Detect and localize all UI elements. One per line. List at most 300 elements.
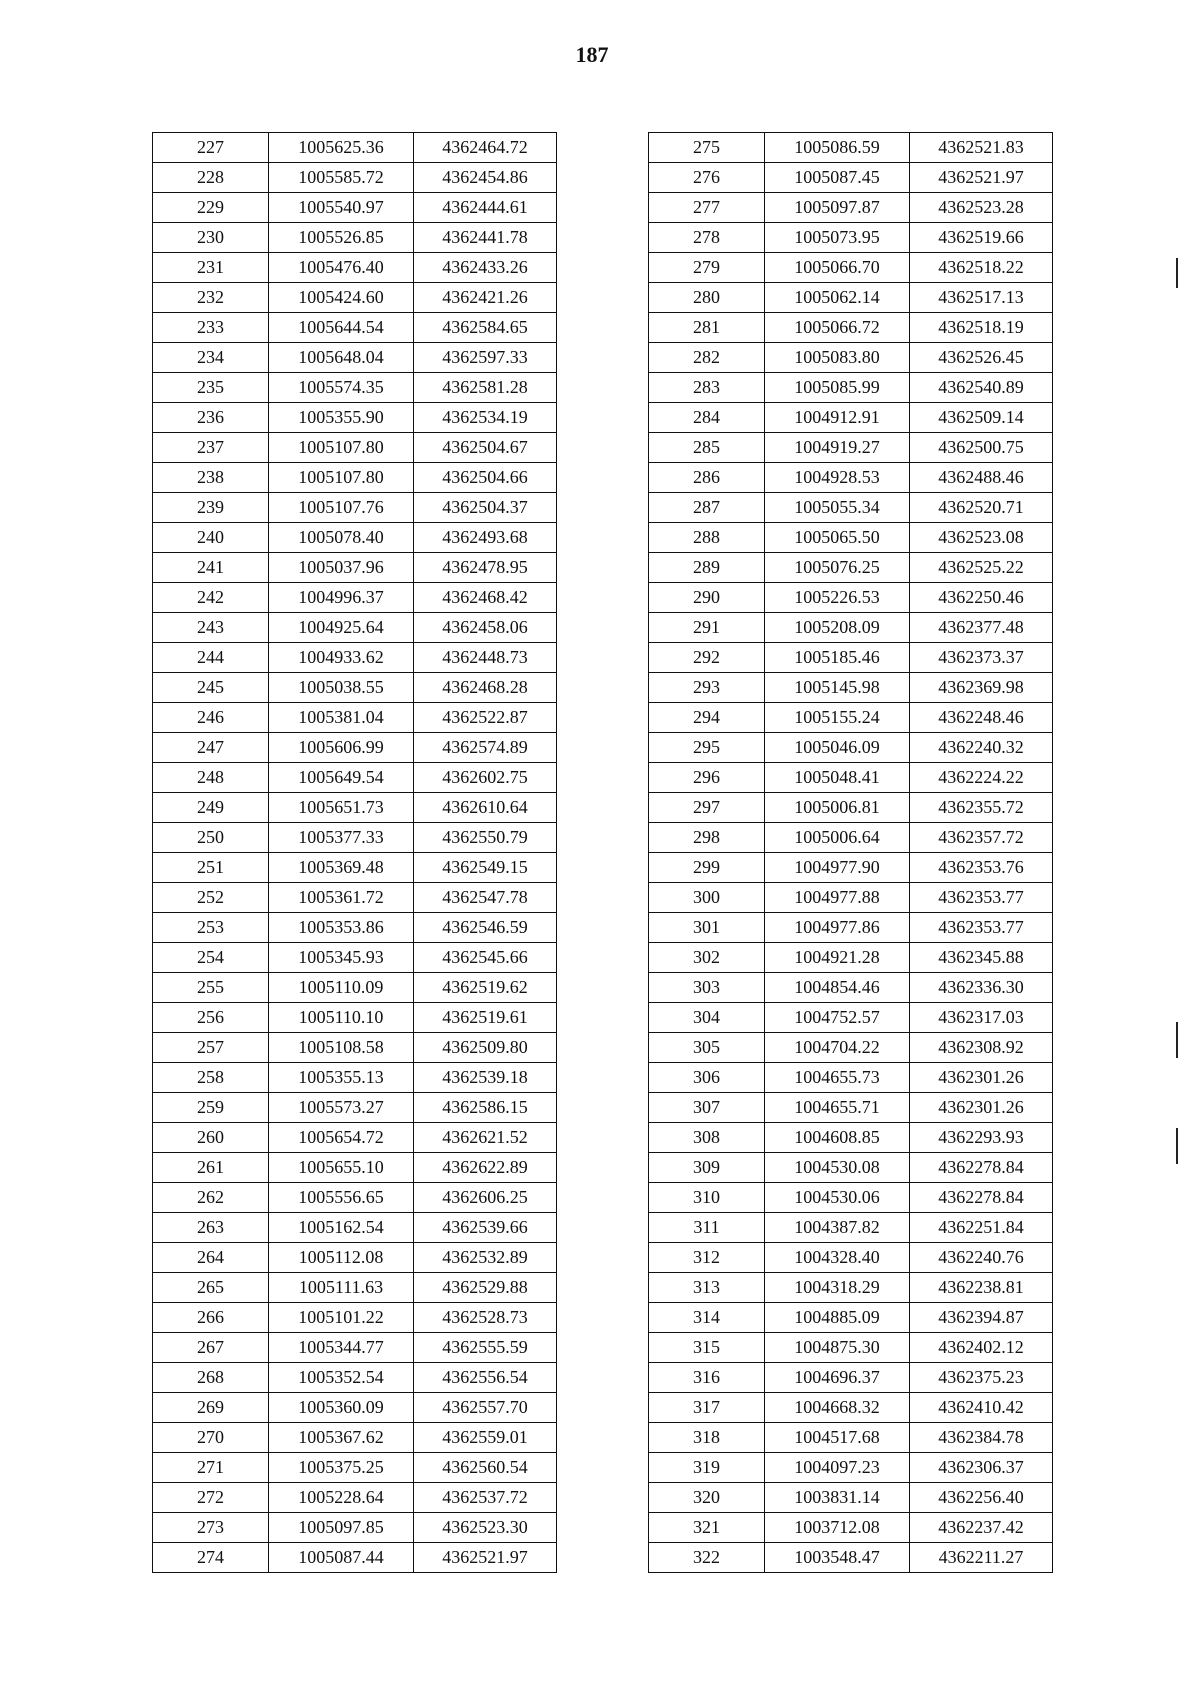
x-coordinate-cell: 1005066.72 xyxy=(765,313,910,343)
x-coordinate-cell: 1005540.97 xyxy=(269,193,414,223)
point-number-cell: 312 xyxy=(649,1243,765,1273)
y-coordinate-cell: 4362256.40 xyxy=(910,1483,1053,1513)
x-coordinate-cell: 1005085.99 xyxy=(765,373,910,403)
x-coordinate-cell: 1005352.54 xyxy=(269,1363,414,1393)
y-coordinate-cell: 4362523.28 xyxy=(910,193,1053,223)
y-coordinate-cell: 4362448.73 xyxy=(414,643,557,673)
point-number-cell: 249 xyxy=(153,793,269,823)
y-coordinate-cell: 4362478.95 xyxy=(414,553,557,583)
point-number-cell: 291 xyxy=(649,613,765,643)
x-coordinate-cell: 1005083.80 xyxy=(765,343,910,373)
point-number-cell: 288 xyxy=(649,523,765,553)
point-number-cell: 270 xyxy=(153,1423,269,1453)
x-coordinate-cell: 1004919.27 xyxy=(765,433,910,463)
y-coordinate-cell: 4362240.32 xyxy=(910,733,1053,763)
point-number-cell: 240 xyxy=(153,523,269,553)
table-row xyxy=(649,1183,1053,1213)
x-coordinate-cell: 1005108.58 xyxy=(269,1033,414,1063)
y-coordinate-cell: 4362557.70 xyxy=(414,1393,557,1423)
table-row xyxy=(153,1243,557,1273)
y-coordinate-cell: 4362441.78 xyxy=(414,223,557,253)
x-coordinate-cell: 1004977.86 xyxy=(765,913,910,943)
y-coordinate-cell: 4362488.46 xyxy=(910,463,1053,493)
table-row xyxy=(153,343,557,373)
x-coordinate-cell: 1005344.77 xyxy=(269,1333,414,1363)
margin-mark xyxy=(1176,1128,1178,1164)
table-row xyxy=(649,313,1053,343)
table-row xyxy=(153,463,557,493)
x-coordinate-cell: 1005107.80 xyxy=(269,463,414,493)
x-coordinate-cell: 1004097.23 xyxy=(765,1453,910,1483)
y-coordinate-cell: 4362345.88 xyxy=(910,943,1053,973)
y-coordinate-cell: 4362584.65 xyxy=(414,313,557,343)
point-number-cell: 321 xyxy=(649,1513,765,1543)
table-row xyxy=(153,613,557,643)
table-row xyxy=(649,613,1053,643)
point-number-cell: 300 xyxy=(649,883,765,913)
x-coordinate-cell: 1004530.06 xyxy=(765,1183,910,1213)
y-coordinate-cell: 4362555.59 xyxy=(414,1333,557,1363)
point-number-cell: 304 xyxy=(649,1003,765,1033)
table-row xyxy=(649,823,1053,853)
y-coordinate-cell: 4362526.45 xyxy=(910,343,1053,373)
point-number-cell: 259 xyxy=(153,1093,269,1123)
table-row xyxy=(153,1003,557,1033)
y-coordinate-cell: 4362504.66 xyxy=(414,463,557,493)
point-number-cell: 308 xyxy=(649,1123,765,1153)
x-coordinate-cell: 1004854.46 xyxy=(765,973,910,1003)
y-coordinate-cell: 4362468.28 xyxy=(414,673,557,703)
x-coordinate-cell: 1004696.37 xyxy=(765,1363,910,1393)
table-row xyxy=(153,1363,557,1393)
y-coordinate-cell: 4362537.72 xyxy=(414,1483,557,1513)
y-coordinate-cell: 4362394.87 xyxy=(910,1303,1053,1333)
table-row xyxy=(153,1303,557,1333)
x-coordinate-cell: 1005574.35 xyxy=(269,373,414,403)
x-coordinate-cell: 1004933.62 xyxy=(269,643,414,673)
point-number-cell: 294 xyxy=(649,703,765,733)
point-number-cell: 310 xyxy=(649,1183,765,1213)
table-row xyxy=(153,523,557,553)
table-row xyxy=(153,313,557,343)
margin-mark xyxy=(1176,1022,1178,1058)
x-coordinate-cell: 1004387.82 xyxy=(765,1213,910,1243)
y-coordinate-cell: 4362517.13 xyxy=(910,283,1053,313)
y-coordinate-cell: 4362520.71 xyxy=(910,493,1053,523)
y-coordinate-cell: 4362421.26 xyxy=(414,283,557,313)
table-row xyxy=(153,1513,557,1543)
table-row xyxy=(153,433,557,463)
table-row xyxy=(649,913,1053,943)
table-row xyxy=(649,1213,1053,1243)
table-row xyxy=(153,1453,557,1483)
y-coordinate-cell: 4362519.66 xyxy=(910,223,1053,253)
x-coordinate-cell: 1004996.37 xyxy=(269,583,414,613)
y-coordinate-cell: 4362454.86 xyxy=(414,163,557,193)
table-row xyxy=(649,643,1053,673)
y-coordinate-cell: 4362534.19 xyxy=(414,403,557,433)
y-coordinate-cell: 4362597.33 xyxy=(414,343,557,373)
point-number-cell: 266 xyxy=(153,1303,269,1333)
table-row xyxy=(153,913,557,943)
table-row xyxy=(649,403,1053,433)
x-coordinate-cell: 1003548.47 xyxy=(765,1543,910,1573)
table-row xyxy=(153,493,557,523)
table-row xyxy=(649,163,1053,193)
y-coordinate-cell: 4362500.75 xyxy=(910,433,1053,463)
x-coordinate-cell: 1005062.14 xyxy=(765,283,910,313)
point-number-cell: 289 xyxy=(649,553,765,583)
y-coordinate-cell: 4362224.22 xyxy=(910,763,1053,793)
y-coordinate-cell: 4362317.03 xyxy=(910,1003,1053,1033)
x-coordinate-cell: 1005526.85 xyxy=(269,223,414,253)
point-number-cell: 236 xyxy=(153,403,269,433)
y-coordinate-cell: 4362547.78 xyxy=(414,883,557,913)
point-number-cell: 268 xyxy=(153,1363,269,1393)
table-row xyxy=(153,853,557,883)
point-number-cell: 276 xyxy=(649,163,765,193)
y-coordinate-cell: 4362353.77 xyxy=(910,883,1053,913)
y-coordinate-cell: 4362523.30 xyxy=(414,1513,557,1543)
x-coordinate-cell: 1005476.40 xyxy=(269,253,414,283)
x-coordinate-cell: 1005107.80 xyxy=(269,433,414,463)
y-coordinate-cell: 4362549.15 xyxy=(414,853,557,883)
x-coordinate-cell: 1004885.09 xyxy=(765,1303,910,1333)
x-coordinate-cell: 1004921.28 xyxy=(765,943,910,973)
point-number-cell: 261 xyxy=(153,1153,269,1183)
x-coordinate-cell: 1005078.40 xyxy=(269,523,414,553)
table-row xyxy=(649,343,1053,373)
x-coordinate-cell: 1005648.04 xyxy=(269,343,414,373)
y-coordinate-cell: 4362248.46 xyxy=(910,703,1053,733)
y-coordinate-cell: 4362384.78 xyxy=(910,1423,1053,1453)
table-row xyxy=(153,193,557,223)
point-number-cell: 277 xyxy=(649,193,765,223)
x-coordinate-cell: 1005625.36 xyxy=(269,133,414,163)
table-row xyxy=(153,1423,557,1453)
table-row xyxy=(153,643,557,673)
table-row xyxy=(153,373,557,403)
y-coordinate-cell: 4362586.15 xyxy=(414,1093,557,1123)
point-number-cell: 279 xyxy=(649,253,765,283)
point-number-cell: 287 xyxy=(649,493,765,523)
point-number-cell: 260 xyxy=(153,1123,269,1153)
table-row xyxy=(649,733,1053,763)
x-coordinate-cell: 1004517.68 xyxy=(765,1423,910,1453)
x-coordinate-cell: 1005377.33 xyxy=(269,823,414,853)
x-coordinate-cell: 1005381.04 xyxy=(269,703,414,733)
x-coordinate-cell: 1005424.60 xyxy=(269,283,414,313)
x-coordinate-cell: 1004655.73 xyxy=(765,1063,910,1093)
x-coordinate-cell: 1005556.65 xyxy=(269,1183,414,1213)
x-coordinate-cell: 1005145.98 xyxy=(765,673,910,703)
x-coordinate-cell: 1005046.09 xyxy=(765,733,910,763)
x-coordinate-cell: 1005651.73 xyxy=(269,793,414,823)
table-row xyxy=(649,1063,1053,1093)
x-coordinate-cell: 1005367.62 xyxy=(269,1423,414,1453)
y-coordinate-cell: 4362375.23 xyxy=(910,1363,1053,1393)
x-coordinate-cell: 1005655.10 xyxy=(269,1153,414,1183)
point-number-cell: 301 xyxy=(649,913,765,943)
point-number-cell: 267 xyxy=(153,1333,269,1363)
y-coordinate-cell: 4362278.84 xyxy=(910,1183,1053,1213)
x-coordinate-cell: 1005097.87 xyxy=(765,193,910,223)
y-coordinate-cell: 4362237.42 xyxy=(910,1513,1053,1543)
point-number-cell: 273 xyxy=(153,1513,269,1543)
x-coordinate-cell: 1005155.24 xyxy=(765,703,910,733)
table-row xyxy=(649,223,1053,253)
x-coordinate-cell: 1004875.30 xyxy=(765,1333,910,1363)
point-number-cell: 245 xyxy=(153,673,269,703)
point-number-cell: 307 xyxy=(649,1093,765,1123)
point-number-cell: 280 xyxy=(649,283,765,313)
table-row xyxy=(649,1303,1053,1333)
y-coordinate-cell: 4362518.19 xyxy=(910,313,1053,343)
y-coordinate-cell: 4362301.26 xyxy=(910,1063,1053,1093)
coordinates-table-right xyxy=(648,132,1053,1573)
y-coordinate-cell: 4362402.12 xyxy=(910,1333,1053,1363)
x-coordinate-cell: 1005065.50 xyxy=(765,523,910,553)
table-row xyxy=(649,1453,1053,1483)
y-coordinate-cell: 4362540.89 xyxy=(910,373,1053,403)
table-row xyxy=(153,1093,557,1123)
table-row xyxy=(153,553,557,583)
y-coordinate-cell: 4362240.76 xyxy=(910,1243,1053,1273)
x-coordinate-cell: 1005110.09 xyxy=(269,973,414,1003)
y-coordinate-cell: 4362518.22 xyxy=(910,253,1053,283)
point-number-cell: 262 xyxy=(153,1183,269,1213)
point-number-cell: 313 xyxy=(649,1273,765,1303)
x-coordinate-cell: 1005038.55 xyxy=(269,673,414,703)
table-row xyxy=(649,463,1053,493)
y-coordinate-cell: 4362468.42 xyxy=(414,583,557,613)
table-row xyxy=(649,1003,1053,1033)
point-number-cell: 235 xyxy=(153,373,269,403)
point-number-cell: 243 xyxy=(153,613,269,643)
point-number-cell: 247 xyxy=(153,733,269,763)
table-row xyxy=(649,1513,1053,1543)
y-coordinate-cell: 4362464.72 xyxy=(414,133,557,163)
x-coordinate-cell: 1005228.64 xyxy=(269,1483,414,1513)
point-number-cell: 263 xyxy=(153,1213,269,1243)
y-coordinate-cell: 4362278.84 xyxy=(910,1153,1053,1183)
y-coordinate-cell: 4362610.64 xyxy=(414,793,557,823)
x-coordinate-cell: 1005573.27 xyxy=(269,1093,414,1123)
y-coordinate-cell: 4362357.72 xyxy=(910,823,1053,853)
table-row xyxy=(649,493,1053,523)
x-coordinate-cell: 1005355.13 xyxy=(269,1063,414,1093)
point-number-cell: 286 xyxy=(649,463,765,493)
y-coordinate-cell: 4362504.37 xyxy=(414,493,557,523)
y-coordinate-cell: 4362525.22 xyxy=(910,553,1053,583)
x-coordinate-cell: 1004530.08 xyxy=(765,1153,910,1183)
x-coordinate-cell: 1005006.64 xyxy=(765,823,910,853)
x-coordinate-cell: 1005585.72 xyxy=(269,163,414,193)
table-row xyxy=(649,943,1053,973)
y-coordinate-cell: 4362532.89 xyxy=(414,1243,557,1273)
point-number-cell: 244 xyxy=(153,643,269,673)
point-number-cell: 315 xyxy=(649,1333,765,1363)
y-coordinate-cell: 4362621.52 xyxy=(414,1123,557,1153)
table-row xyxy=(649,793,1053,823)
point-number-cell: 319 xyxy=(649,1453,765,1483)
x-coordinate-cell: 1005355.90 xyxy=(269,403,414,433)
x-coordinate-cell: 1005226.53 xyxy=(765,583,910,613)
table-row xyxy=(153,1153,557,1183)
point-number-cell: 290 xyxy=(649,583,765,613)
y-coordinate-cell: 4362308.92 xyxy=(910,1033,1053,1063)
margin-mark xyxy=(1176,258,1178,288)
x-coordinate-cell: 1004704.22 xyxy=(765,1033,910,1063)
y-coordinate-cell: 4362509.14 xyxy=(910,403,1053,433)
table-row xyxy=(153,223,557,253)
x-coordinate-cell: 1004925.64 xyxy=(269,613,414,643)
point-number-cell: 234 xyxy=(153,343,269,373)
y-coordinate-cell: 4362550.79 xyxy=(414,823,557,853)
table-row xyxy=(153,583,557,613)
y-coordinate-cell: 4362353.77 xyxy=(910,913,1053,943)
table-row xyxy=(649,1123,1053,1153)
table-row xyxy=(649,133,1053,163)
point-number-cell: 274 xyxy=(153,1543,269,1573)
y-coordinate-cell: 4362519.61 xyxy=(414,1003,557,1033)
point-number-cell: 229 xyxy=(153,193,269,223)
y-coordinate-cell: 4362509.80 xyxy=(414,1033,557,1063)
x-coordinate-cell: 1003831.14 xyxy=(765,1483,910,1513)
table-row xyxy=(153,133,557,163)
point-number-cell: 296 xyxy=(649,763,765,793)
y-coordinate-cell: 4362458.06 xyxy=(414,613,557,643)
point-number-cell: 252 xyxy=(153,883,269,913)
y-coordinate-cell: 4362433.26 xyxy=(414,253,557,283)
y-coordinate-cell: 4362581.28 xyxy=(414,373,557,403)
point-number-cell: 231 xyxy=(153,253,269,283)
table-row xyxy=(153,403,557,433)
x-coordinate-cell: 1004655.71 xyxy=(765,1093,910,1123)
x-coordinate-cell: 1004318.29 xyxy=(765,1273,910,1303)
x-coordinate-cell: 1005066.70 xyxy=(765,253,910,283)
y-coordinate-cell: 4362238.81 xyxy=(910,1273,1053,1303)
table-row xyxy=(649,1483,1053,1513)
point-number-cell: 314 xyxy=(649,1303,765,1333)
x-coordinate-cell: 1004328.40 xyxy=(765,1243,910,1273)
y-coordinate-cell: 4362529.88 xyxy=(414,1273,557,1303)
table-row xyxy=(649,193,1053,223)
y-coordinate-cell: 4362293.93 xyxy=(910,1123,1053,1153)
y-coordinate-cell: 4362444.61 xyxy=(414,193,557,223)
y-coordinate-cell: 4362521.97 xyxy=(910,163,1053,193)
y-coordinate-cell: 4362602.75 xyxy=(414,763,557,793)
point-number-cell: 303 xyxy=(649,973,765,1003)
point-number-cell: 255 xyxy=(153,973,269,1003)
x-coordinate-cell: 1005361.72 xyxy=(269,883,414,913)
point-number-cell: 239 xyxy=(153,493,269,523)
table-row xyxy=(649,523,1053,553)
x-coordinate-cell: 1005185.46 xyxy=(765,643,910,673)
point-number-cell: 298 xyxy=(649,823,765,853)
y-coordinate-cell: 4362560.54 xyxy=(414,1453,557,1483)
point-number-cell: 258 xyxy=(153,1063,269,1093)
point-number-cell: 297 xyxy=(649,793,765,823)
table-row xyxy=(153,1033,557,1063)
point-number-cell: 232 xyxy=(153,283,269,313)
table-row xyxy=(649,973,1053,1003)
x-coordinate-cell: 1005606.99 xyxy=(269,733,414,763)
table-row xyxy=(153,1213,557,1243)
x-coordinate-cell: 1005087.45 xyxy=(765,163,910,193)
table-row xyxy=(649,1243,1053,1273)
point-number-cell: 272 xyxy=(153,1483,269,1513)
x-coordinate-cell: 1005006.81 xyxy=(765,793,910,823)
table-row xyxy=(649,1273,1053,1303)
table-row xyxy=(153,283,557,313)
table-row xyxy=(153,1123,557,1153)
x-coordinate-cell: 1005644.54 xyxy=(269,313,414,343)
point-number-cell: 278 xyxy=(649,223,765,253)
point-number-cell: 264 xyxy=(153,1243,269,1273)
page-number: 187 xyxy=(575,42,609,67)
x-coordinate-cell: 1005086.59 xyxy=(765,133,910,163)
table-row xyxy=(649,1033,1053,1063)
point-number-cell: 257 xyxy=(153,1033,269,1063)
point-number-cell: 241 xyxy=(153,553,269,583)
x-coordinate-cell: 1005375.25 xyxy=(269,1453,414,1483)
table-row xyxy=(153,673,557,703)
point-number-cell: 233 xyxy=(153,313,269,343)
table-row xyxy=(153,793,557,823)
y-coordinate-cell: 4362519.62 xyxy=(414,973,557,1003)
point-number-cell: 251 xyxy=(153,853,269,883)
table-row xyxy=(153,823,557,853)
point-number-cell: 295 xyxy=(649,733,765,763)
table-row xyxy=(649,883,1053,913)
point-number-cell: 309 xyxy=(649,1153,765,1183)
y-coordinate-cell: 4362410.42 xyxy=(910,1393,1053,1423)
x-coordinate-cell: 1005055.34 xyxy=(765,493,910,523)
table-row xyxy=(153,1273,557,1303)
x-coordinate-cell: 1004977.88 xyxy=(765,883,910,913)
x-coordinate-cell: 1005107.76 xyxy=(269,493,414,523)
y-coordinate-cell: 4362251.84 xyxy=(910,1213,1053,1243)
x-coordinate-cell: 1004668.32 xyxy=(765,1393,910,1423)
point-number-cell: 227 xyxy=(153,133,269,163)
table-row xyxy=(649,553,1053,583)
table-row xyxy=(153,943,557,973)
y-coordinate-cell: 4362606.25 xyxy=(414,1183,557,1213)
y-coordinate-cell: 4362250.46 xyxy=(910,583,1053,613)
x-coordinate-cell: 1005360.09 xyxy=(269,1393,414,1423)
table-row xyxy=(649,1363,1053,1393)
point-number-cell: 322 xyxy=(649,1543,765,1573)
point-number-cell: 271 xyxy=(153,1453,269,1483)
point-number-cell: 293 xyxy=(649,673,765,703)
table-row xyxy=(649,673,1053,703)
point-number-cell: 311 xyxy=(649,1213,765,1243)
point-number-cell: 265 xyxy=(153,1273,269,1303)
x-coordinate-cell: 1005654.72 xyxy=(269,1123,414,1153)
table-row xyxy=(649,283,1053,313)
coordinates-table-left xyxy=(152,132,557,1573)
table-row xyxy=(649,1423,1053,1453)
point-number-cell: 242 xyxy=(153,583,269,613)
x-coordinate-cell: 1005111.63 xyxy=(269,1273,414,1303)
x-coordinate-cell: 1005369.48 xyxy=(269,853,414,883)
x-coordinate-cell: 1004912.91 xyxy=(765,403,910,433)
x-coordinate-cell: 1004977.90 xyxy=(765,853,910,883)
x-coordinate-cell: 1003712.08 xyxy=(765,1513,910,1543)
y-coordinate-cell: 4362355.72 xyxy=(910,793,1053,823)
y-coordinate-cell: 4362522.87 xyxy=(414,703,557,733)
